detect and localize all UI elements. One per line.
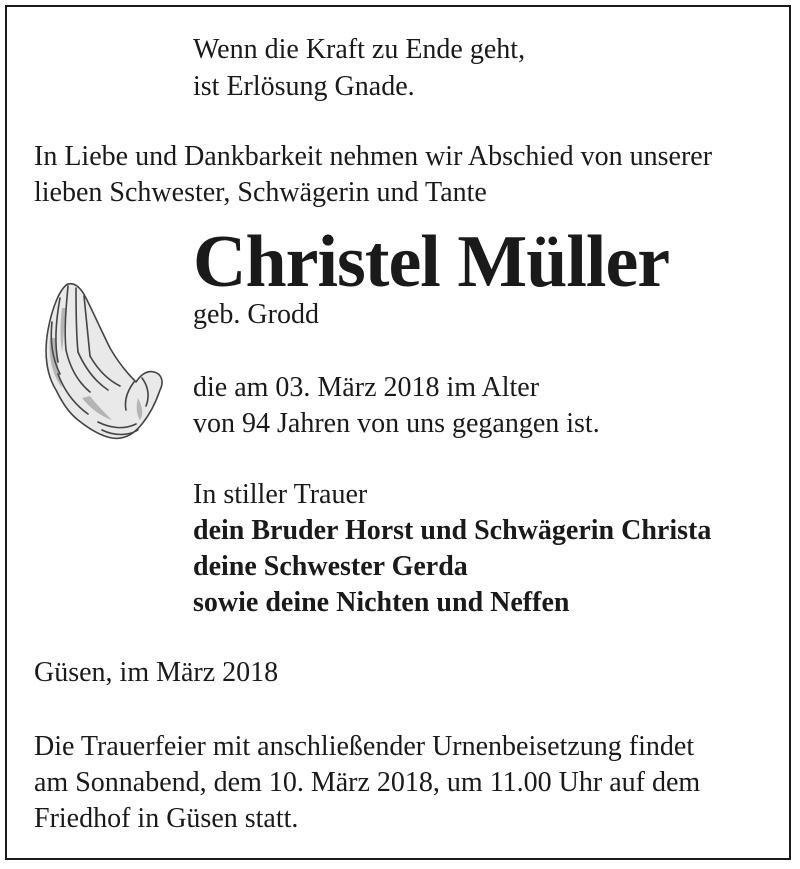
death-line-1: die am 03. März 2018 im Alter (193, 372, 540, 403)
intro-line-2: lieben Schwester, Schwägerin und Tante (34, 177, 487, 208)
mourner-name-1: dein Bruder Horst und Schwägerin Christa (193, 515, 712, 546)
birth-name: geb. Grodd (193, 299, 319, 330)
mourners-heading: In stiller Trauer (193, 479, 368, 510)
place-date: Güsen, im März 2018 (34, 657, 279, 688)
ceremony-line-2: am Sonnabend, dem 10. März 2018, um 11.00 Uhr auf dem (34, 767, 701, 798)
motto-line-2: ist Erlösung Gnade. (193, 71, 415, 102)
death-line-2: von 94 Jahren von uns gegangen ist. (193, 408, 600, 439)
deceased-name: Christel Müller (193, 221, 670, 303)
mourner-name-2: deine Schwester Gerda (193, 551, 468, 582)
mourner-name-3: sowie deine Nichten und Neffen (193, 587, 570, 618)
intro-line-1: In Liebe und Dankbarkeit nehmen wir Abschied von unserer (34, 141, 713, 172)
praying-hands-icon (38, 278, 168, 443)
ceremony-line-3: Friedhof in Güsen statt. (34, 803, 299, 834)
motto-line-1: Wenn die Kraft zu Ende geht, (193, 34, 526, 65)
ceremony-line-1: Die Trauerfeier mit anschließender Urnenbeisetzung findet (34, 731, 695, 762)
